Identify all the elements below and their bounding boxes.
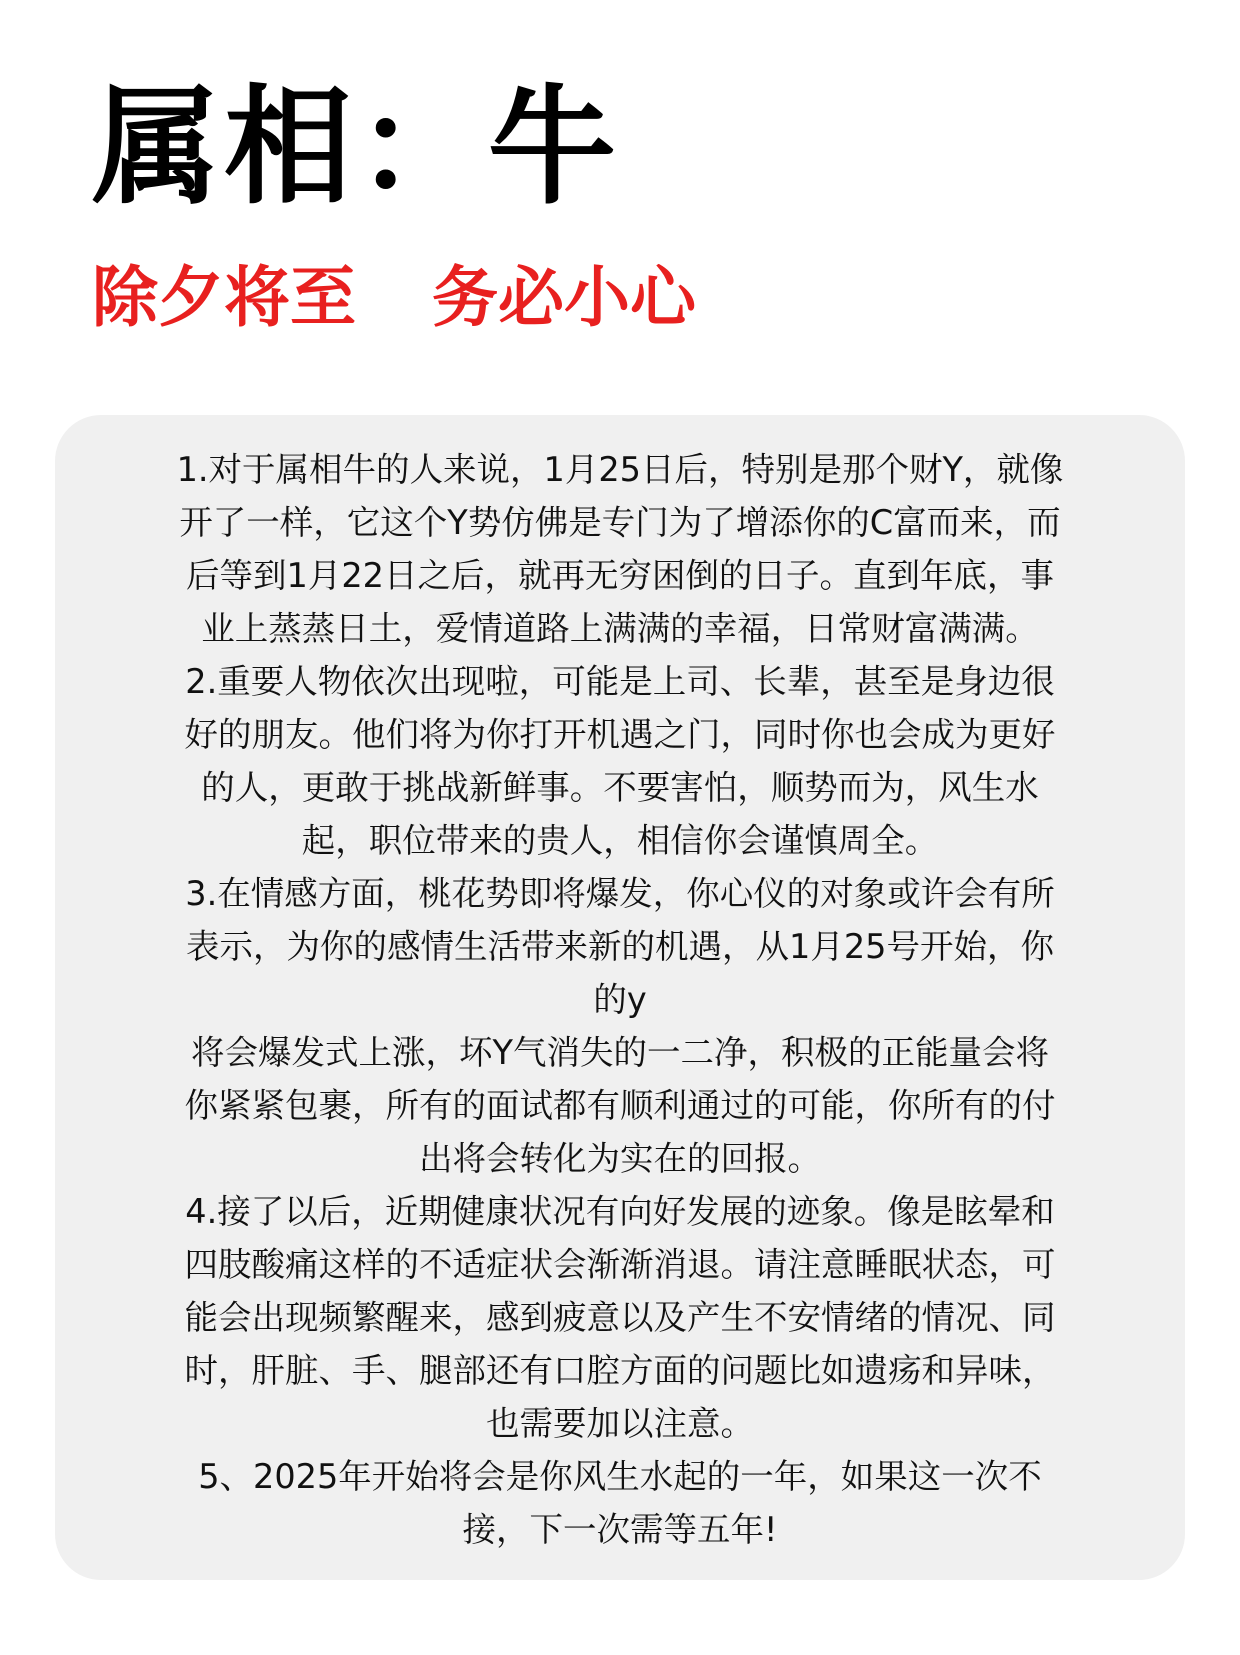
text-line: 2.重要人物依次出现啦，可能是上司、长辈，甚至是身边很 <box>185 662 1055 701</box>
text-line: 好的朋友。他们将为你打开机遇之门，同时你也会成为更好 <box>184 715 1056 754</box>
card-body-text <box>89 443 1151 1556</box>
text-line: 后等到1月22日之后，就再无穷困倒的日子。直到年底，事 <box>186 556 1054 595</box>
page-title: 属相：牛 <box>92 73 621 222</box>
subtitle-part-1: 除夕将至 <box>92 259 356 336</box>
text-line: 你紧紧包裹，所有的面试都有顺利通过的可能，你所有的付 <box>184 1086 1056 1125</box>
text-line: 接，下一次需等五年! <box>462 1510 778 1549</box>
text-line: 将会爆发式上涨，坏Y气消失的一二净，积极的正能量会将 <box>191 1033 1049 1072</box>
text-line: 开了一样，它这个Y势仿佛是专门为了增添你的C富而来，而 <box>179 503 1061 542</box>
text-line: 4.接了以后，近期健康状况有向好发展的迹象。像是眩晕和 <box>185 1192 1055 1231</box>
text-line: 表示，为你的感情生活带来新的机遇，从1月25号开始，你 <box>186 927 1054 966</box>
text-line: 也需要加以注意。 <box>486 1404 754 1443</box>
text-line: 能会出现频繁醒来，感到疲意以及产生不安情绪的情况、同 <box>184 1298 1056 1337</box>
text-line: 时，肝脏、手、腿部还有口腔方面的问题比如遗疡和异味， <box>184 1351 1056 1390</box>
text-line: 5、2025年开始将会是你风生水起的一年，如果这一次不 <box>198 1457 1042 1496</box>
text-line: 四肢酸痛这样的不适症状会渐渐消退。请注意睡眠状态，可 <box>184 1245 1056 1284</box>
page-subtitle <box>92 259 696 336</box>
text-line: 出将会转化为实在的回报。 <box>419 1139 821 1178</box>
text-line: 起，职位带来的贵人，相信你会谨慎周全。 <box>301 821 939 860</box>
text-line: 业上蒸蒸日土，爱情道路上满满的幸福，日常财富满满。 <box>201 609 1039 648</box>
content-card <box>55 415 1185 1580</box>
text-line: 1.对于属相牛的人来说，1月25日后，特别是那个财Y，就像 <box>176 450 1064 489</box>
subtitle-part-2: 务必小心 <box>432 259 696 336</box>
text-line: 3.在情感方面，桃花势即将爆发，你心仪的对象或许会有所 <box>185 874 1055 913</box>
text-line: 的人，更敢于挑战新鲜事。不要害怕，顺势而为，风生水 <box>201 768 1039 807</box>
text-line: 的y <box>593 980 647 1019</box>
